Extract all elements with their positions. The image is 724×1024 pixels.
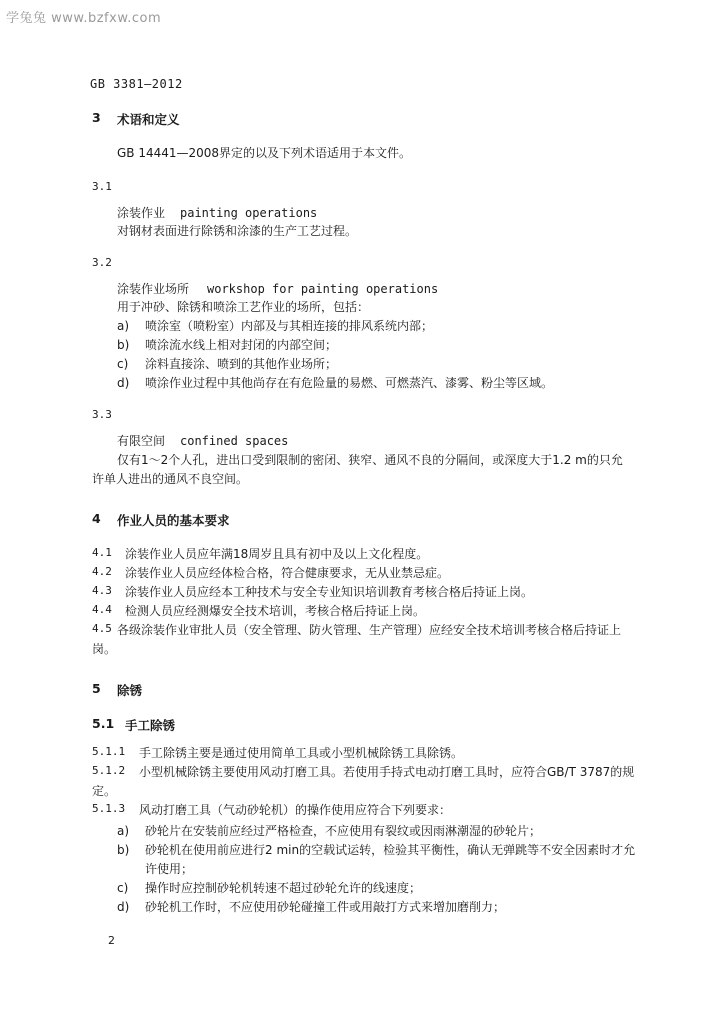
clause-text: 各级涂装作业审批人员（安全管理、防火管理、生产管理）应经安全技术培训考核合格后持证上 xyxy=(117,623,622,637)
list-marker: a) xyxy=(117,319,130,333)
term-definition: 仅有1～2个人孔，进出口受到限制的密闭、狭窄、通风不良的分隔间，或深度大于1.2 m的只允 xyxy=(117,453,623,467)
clause-text: 手工除锈主要是通过使用简单工具或小型机械除锈工具除锈。 xyxy=(139,746,464,760)
clause-number: 4.3 xyxy=(92,584,112,597)
list-marker: d) xyxy=(117,376,130,390)
term-definition-cont: 许单人进出的通风不良空间。 xyxy=(92,472,249,486)
clause-text: 小型机械除锈主要使用风动打磨工具。若使用手持式电动打磨工具时，应符合GB/T 3787的规 xyxy=(139,765,635,779)
clause-number: 5.1.2 xyxy=(92,764,126,777)
watermark: 学兔兔 www.bzfxw.com xyxy=(6,11,162,26)
clause-text: 风动打磨工具（气动砂轮机）的操作使用应符合下列要求： xyxy=(139,803,452,817)
clause-number: 5.1.3 xyxy=(92,802,126,815)
clause-text: 涂装作业人员应经体检合格，符合健康要求，无从业禁忌症。 xyxy=(125,566,450,580)
subsection-number: 5.1 xyxy=(92,716,115,731)
clause-text-cont: 岗。 xyxy=(92,642,117,656)
term-en: confined spaces xyxy=(180,434,289,448)
list-marker: b) xyxy=(117,843,130,857)
list-marker: b) xyxy=(117,338,130,352)
list-marker: d) xyxy=(117,900,130,914)
term-cn: 有限空间 xyxy=(117,434,166,448)
subsection-title: 手工除锈 xyxy=(125,718,176,733)
clause-text: 检测人员应经测爆安全技术培训，考核合格后持证上岗。 xyxy=(125,604,426,618)
term-definition: 用于冲砂、除锈和喷涂工艺作业的场所，包括： xyxy=(117,300,370,314)
clause-text: 涂装作业人员应经本工种技术与安全专业知识培训教育考核合格后持证上岗。 xyxy=(125,585,534,599)
list-item: 涂料直接涂、喷到的其他作业场所； xyxy=(145,357,338,371)
term-en: workshop for painting operations xyxy=(207,282,439,296)
clause-number: 4.2 xyxy=(92,565,112,578)
list-item: 砂轮机在使用前应进行2 min的空载试运转，检验其平衡性，确认无弹跳等不安全因素时才允 xyxy=(145,843,636,857)
section-title: 除锈 xyxy=(117,683,143,698)
term-number: 3.1 xyxy=(92,180,112,193)
list-marker: a) xyxy=(117,824,130,838)
term-number: 3.3 xyxy=(92,408,112,421)
list-marker: c) xyxy=(117,881,129,895)
clause-number: 4.4 xyxy=(92,603,112,616)
list-item: 喷涂流水线上相对封闭的内部空间； xyxy=(145,338,338,352)
clause-number: 5.1.1 xyxy=(92,745,126,758)
term-cn: 涂装作业 xyxy=(117,206,166,220)
clause-number: 4.5 xyxy=(92,622,112,635)
list-marker: c) xyxy=(117,357,129,371)
section-number: 4 xyxy=(92,511,101,526)
list-item: 操作时应控制砂轮机转速不超过砂轮允许的线速度； xyxy=(145,881,422,895)
list-item: 砂轮机工作时，不应使用砂轮碰撞工件或用敲打方式来增加磨削力； xyxy=(145,900,506,914)
term-definition: 对钢材表面进行除锈和涂漆的生产工艺过程。 xyxy=(117,224,358,238)
page-number: 2 xyxy=(108,934,115,947)
term-en: painting operations xyxy=(180,206,318,220)
section-number: 5 xyxy=(92,681,101,696)
clause-number: 4.1 xyxy=(92,546,112,559)
clause-text: 涂装作业人员应年满18周岁且具有初中及以上文化程度。 xyxy=(125,547,429,561)
section-number: 3 xyxy=(92,110,101,125)
clause-text-cont: 定。 xyxy=(92,784,117,798)
list-item: 喷涂室（喷粉室）内部及与其相连接的排风系统内部； xyxy=(145,319,434,333)
list-item: 砂轮片在安装前应经过严格检查，不应使用有裂纹或因雨淋潮湿的砂轮片； xyxy=(145,824,542,838)
term-cn: 涂装作业场所 xyxy=(117,282,190,296)
term-number: 3.2 xyxy=(92,256,112,269)
list-item: 喷涂作业过程中其他尚存在有危险量的易燃、可燃蒸汽、漆雾、粉尘等区域。 xyxy=(145,376,554,390)
paragraph: GB 14441—2008界定的以及下列术语适用于本文件。 xyxy=(117,146,412,160)
section-title: 术语和定义 xyxy=(117,112,180,127)
section-title: 作业人员的基本要求 xyxy=(117,513,230,528)
list-item-cont: 许使用； xyxy=(145,862,194,876)
doc-header: GB 3381—2012 xyxy=(90,77,183,91)
